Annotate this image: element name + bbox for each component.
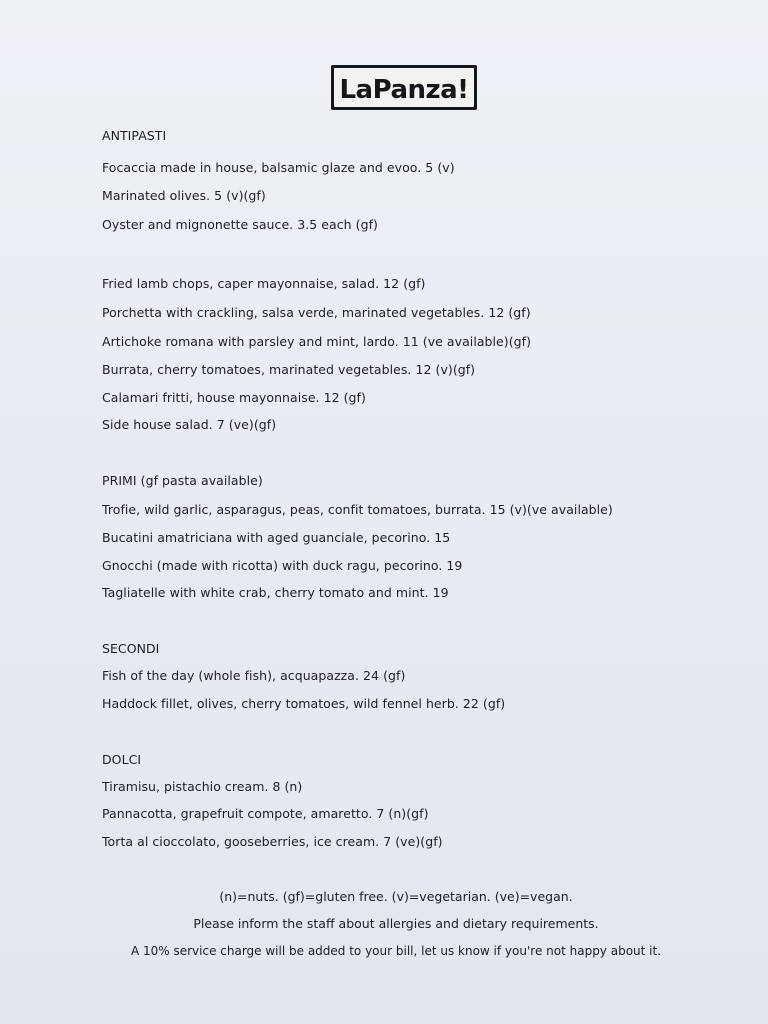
menu-item: Porchetta with crackling, salsa verde, marinated vegetables. 12 (gf) <box>102 305 531 320</box>
menu-item: Gnocchi (made with ricotta) with duck ragu, pecorino. 19 <box>102 558 463 573</box>
section-heading-secondi: SECONDI <box>102 641 160 656</box>
logo-text: LaPanza! <box>339 74 469 105</box>
menu-item: Artichoke romana with parsley and mint, lardo. 11 (ve available)(gf) <box>102 334 532 349</box>
restaurant-logo <box>331 65 477 110</box>
menu-item: Oyster and mignonette sauce. 3.5 each (gf) <box>102 217 378 232</box>
menu-item: Pannacotta, grapefruit compote, amaretto. 7 (n)(gf) <box>102 806 429 821</box>
menu-item: Calamari fritti, house mayonnaise. 12 (gf) <box>102 390 366 405</box>
menu-item: Burrata, cherry tomatoes, marinated vegetables. 12 (v)(gf) <box>102 362 476 377</box>
menu-item: Haddock fillet, olives, cherry tomatoes, wild fennel herb. 22 (gf) <box>102 696 506 711</box>
menu-item: Fried lamb chops, caper mayonnaise, salad. 12 (gf) <box>102 276 426 291</box>
menu-item: Side house salad. 7 (ve)(gf) <box>102 417 277 432</box>
menu-item: Tagliatelle with white crab, cherry tomato and mint. 19 <box>102 585 449 600</box>
logo-wordmark <box>337 71 471 105</box>
section-heading-primi: PRIMI (gf pasta available) <box>102 473 263 488</box>
logo-plate <box>334 68 474 107</box>
allergy-notice: Please inform the staff about allergies and dietary requirements. <box>193 916 599 931</box>
menu-item: Torta al cioccolato, gooseberries, ice cream. 7 (ve)(gf) <box>102 834 443 849</box>
menu-item: Fish of the day (whole fish), acquapazza. 24 (gf) <box>102 668 406 683</box>
menu-item: Focaccia made in house, balsamic glaze and evoo. 5 (v) <box>102 160 455 175</box>
dietary-legend: (n)=nuts. (gf)=gluten free. (v)=vegetarian. (ve)=vegan. <box>219 889 573 904</box>
menu-item: Bucatini amatriciana with aged guanciale, pecorino. 15 <box>102 530 451 545</box>
menu-item: Tiramisu, pistachio cream. 8 (n) <box>102 779 303 794</box>
section-heading-antipasti: ANTIPASTI <box>102 128 167 143</box>
section-heading-dolci: DOLCI <box>102 752 142 767</box>
menu-item: Trofie, wild garlic, asparagus, peas, confit tomatoes, burrata. 15 (v)(ve available) <box>102 502 613 517</box>
service-charge-notice: A 10% service charge will be added to your bill, let us know if you're not happy about it. <box>130 944 662 958</box>
menu-item: Marinated olives. 5 (v)(gf) <box>102 188 266 203</box>
